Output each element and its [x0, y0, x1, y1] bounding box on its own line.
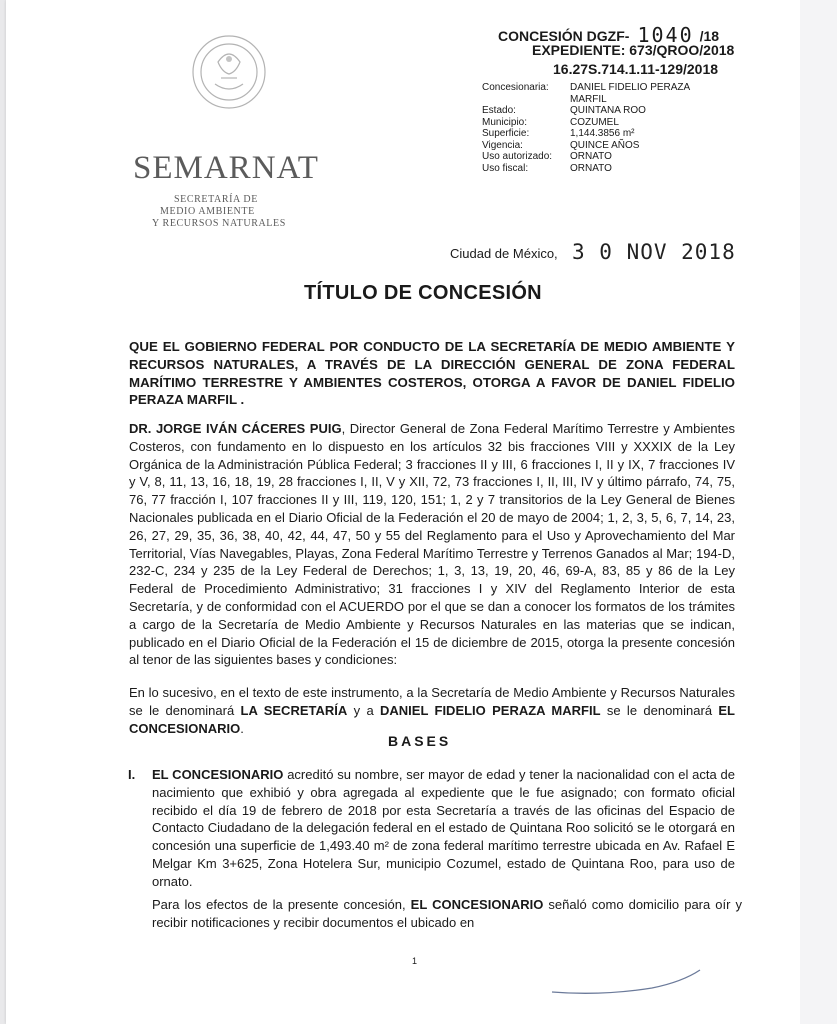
detail-row: Municipio: COZUMEL — [482, 116, 619, 128]
concession-details — [482, 82, 730, 174]
base-item-paragraph: EL CONCESIONARIO acreditó su nombre, ser mayor de edad y tener la nacionalidad con el acta de nacimiento que exhibió y obra agregada al expediente que le fue asignado; con formato oficial recibido el día 19 de febrero de 2018 por esta Secretaría a través de las oficinas del Espacio de Contacto Ciudadano de la delegación federal en el estado de Quintana Roo solicitó se le otorgará en concesión una superficie de 1,493.40 m² de zona federal marítimo terrestre ubicada en Av. Rafael E Melgar Km 3+625, Zona Hotelera Sur, municipio Cozumel, estado de Quintana Roo, para uso de ornato. — [152, 767, 735, 889]
detail-row: Uso fiscal: ORNATO — [482, 162, 612, 174]
detail-row: Superficie: 1,144.3856 m² — [482, 128, 635, 139]
detail-row: Estado: QUINTANA ROO — [482, 105, 646, 116]
agency-wordmark: SEMARNAT — [133, 150, 319, 186]
page-number: 1 — [412, 956, 418, 966]
detail-row: Concesionaria: DANIEL FIDELIO PERAZA — [482, 82, 691, 93]
pen-stroke-mark — [546, 964, 706, 1004]
detail-row: MARFIL — [570, 93, 607, 105]
handwritten-number: 1040 — [637, 23, 694, 47]
expediente: EXPEDIENTE: 673/QROO/2018 — [532, 42, 735, 58]
national-coat-of-arms-icon — [188, 26, 270, 121]
agency-subtitle: SECRETARÍA DE MEDIO AMBIENTE Y RECURSOS NATURALES — [152, 194, 286, 229]
detail-row: Vigencia: QUINCE AÑOS — [482, 139, 640, 151]
document-page — [6, 0, 800, 1024]
document-title: TÍTULO DE CONCESIÓN — [304, 282, 542, 304]
base-item-number: I. — [128, 767, 136, 782]
preamble-paragraph: QUE EL GOBIERNO FEDERAL POR CONDUCTO DE LA SECRETARÍA DE MEDIO AMBIENTE Y RECURSOS NATURALES, A TRAVÉS DE LA DIRECCIÓN GENERAL DE ZONA FEDERAL MARÍTIMO TERRESTRE Y AMBIENTES COSTEROS, OTORGA A FAVOR DE DANIEL FIDELIO PERAZA MARFIL . — [129, 339, 735, 408]
domicile-paragraph: Para los efectos de la presente concesión, EL CONCESIONARIO señaló como domicilio para oír y recibir notificaciones y recibir documentos el ubicado en — [152, 897, 743, 930]
concession-number: CONCESIÓN DGZF- 1040 /18 — [498, 23, 720, 47]
section-heading-bases: BASES — [388, 733, 452, 749]
legal-basis-paragraph: DR. JORGE IVÁN CÁCERES PUIG, Director General de Zona Federal Marítimo Terrestre y Ambientes Costeros, con fundamento en lo dispuesto en los artículos 32 bis fracciones VIII y XXXIX de la Ley Orgánica de la Administración Pública Federal; 3 fracciones II y III, 6 fracciones I, II y IX, 7 fracciones IV y V, 8, 11, 13, 16, 18, 19, 28 fracciones I, II, V y XII, 72, 73 fracciones I, II, III, IV y último párrafo, 74, 75, 76, 77 fracción I, 107 fracciones II y III, 119, 120, 151; 1, 2 y 7 transitorios de la Ley General de Bienes Nacionales publicada en el Diario Oficial de la Federación el 20 de mayo de 2004; 1, 2, 3, 5, 6, 7, 14, 23, 26, 27, 29, 35, 36, 38, 40, 42, 44, 47, 50 y 55 del Reglamento para el Uso y Aprovechamiento del Mar Territorial, Vías Navegables, Playas, Zona Federal Marítimo Terrestre y Terrenos Ganados al Mar; 194-D, 232-C, 234 y 235 de la Ley Federal de Derechos; 1, 3, 13, 19, 20, 46, 69-A, 83, 85 y 86 de la Ley Federal de Procedimiento Administrativo; 31 fracciones I y XIV del Reglamento Interior de esta Secretaría, y de conformidad con el ACUERDO por el que se dan a conocer los formatos de los trámites a cargo de la Secretaría de Medio Ambiente y Recursos Naturales en las materias que se indican, publicado en el Diario Oficial de la Federación el 15 de diciembre de 2015, otorga la presente concesión al tenor de las siguientes bases y condiciones: — [129, 421, 736, 668]
page-margin — [800, 0, 837, 1024]
reference-code: 16.27S.714.1.11-129/2018 — [553, 61, 719, 77]
issue-city: Ciudad de México, — [450, 246, 558, 261]
definitions-paragraph: En lo sucesivo, en el texto de este instrumento, a la Secretaría de Medio Ambiente y Recursos Naturales se le denominará LA SECRETARÍA y a DANIEL FIDELIO PERAZA MARFIL se le denominará EL CONCESIONARIO. — [129, 685, 736, 736]
issue-date-stamp: 3 0 NOV 2018 — [572, 240, 736, 264]
director-name: DR. JORGE IVÁN CÁCERES PUIG — [129, 421, 342, 436]
detail-row: Uso autorizado: ORNATO — [482, 151, 612, 162]
